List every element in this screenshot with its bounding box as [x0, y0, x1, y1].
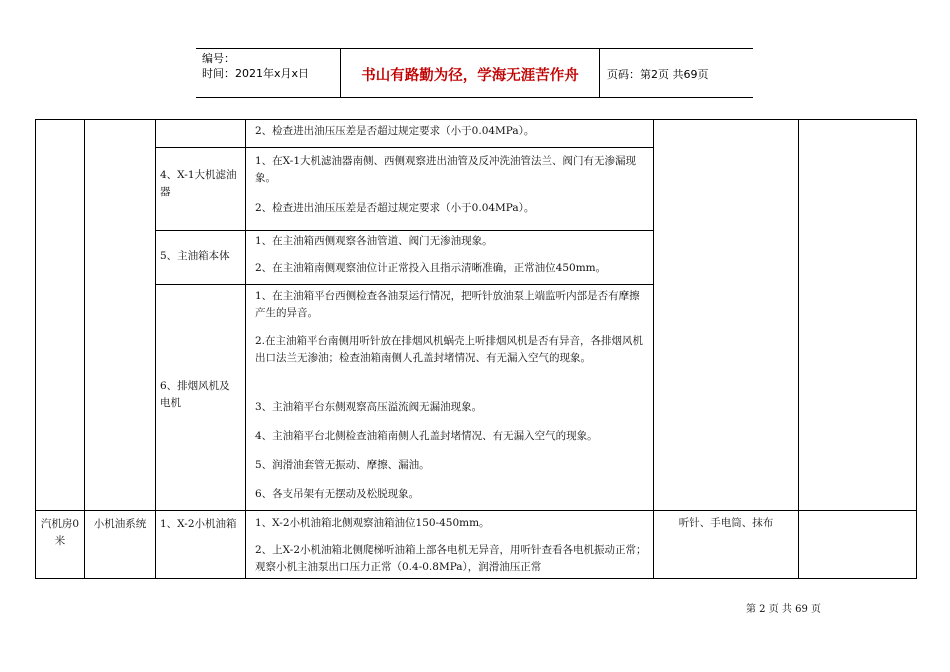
check-item-text: 1、在主油箱平台西侧检查各油泵运行情况，把听针放油泵上端监听内部是否有摩擦产生的异音。 [255, 290, 640, 319]
page-header [196, 48, 753, 98]
header-left-cell [202, 51, 309, 81]
check-item-text: 2.在主油箱平台南侧用听针放在排烟风机蜗壳上听排烟风机是否有异音，各排烟风机出口法兰无渗油；检查油箱南侧人孔盖封堵情况、有无漏入空气的现象。 [255, 335, 644, 364]
table-row-line [155, 147, 653, 148]
equipment-name: 1、X-2小机油箱 [160, 518, 237, 530]
check-item-text: 1、在主油箱西侧观察各油管道、阀门无渗油现象。 [255, 235, 493, 247]
check-item-text: 2、检查进出油压压差是否超过规定要求（小于0.04MPa）。 [255, 202, 535, 214]
equipment-name: 5、主油箱本体 [160, 250, 230, 262]
check-item-text: 2、上X-2小机油箱北侧爬梯听油箱上部各电机无异音，用听针查看各电机振动正常；观察小机主油泵出口压力正常（0.4-0.8MPa），润滑油压正常 [255, 544, 647, 573]
document-date: 时间：2021年x月x日 [202, 67, 310, 80]
check-item-text: 4、主油箱平台北侧检查油箱南侧人孔盖封堵情况、有无漏入空气的现象。 [255, 430, 598, 442]
check-item-text: 3、主油箱平台东侧观察高压溢流阀无漏油现象。 [255, 401, 483, 413]
equipment-name: 6、排烟风机及电机 [160, 380, 230, 409]
table-row-line [36, 510, 916, 511]
document-number-label: 编号： [202, 52, 235, 65]
header-motto: 书山有路勤为径，学海无涯苦作舟 [361, 67, 579, 84]
check-item-text: 2、在主油箱南侧观察油位计正常投入且指示清晰准确，正常油位450mm。 [255, 262, 607, 274]
table-row-line [155, 284, 653, 285]
check-item-text: 6、各支吊架有无摆动及松脱现象。 [255, 488, 420, 500]
system-cell: 小机油系统 [93, 518, 147, 530]
check-item-text: 2、检查进出油压压差是否超过规定要求（小于0.04MPa）。 [255, 125, 535, 137]
equipment-name: 4、X-1大机滤油器 [160, 169, 237, 198]
table-row-line [155, 230, 653, 231]
check-item-text: 1、X-2小机油箱北侧观察油箱油位150-450mm。 [255, 517, 490, 529]
header-divider [340, 49, 341, 97]
inspection-table [35, 119, 917, 579]
check-item-text: 5、润滑油套管无振动、摩擦、漏油。 [255, 459, 430, 471]
header-page-number: 页码：第2页 共69页 [607, 68, 709, 81]
header-divider [599, 49, 600, 97]
page-footer: 第 2 页 共 69 页 [746, 604, 821, 615]
location-cell: 汽机房0米 [40, 518, 80, 547]
tools-cell: 听针、手电筒、抹布 [678, 517, 774, 529]
check-item-text: 1、在X-1大机滤油器南侧、西侧观察进出油管及反冲洗油管法兰、阀门有无渗漏现象。 [255, 155, 637, 184]
